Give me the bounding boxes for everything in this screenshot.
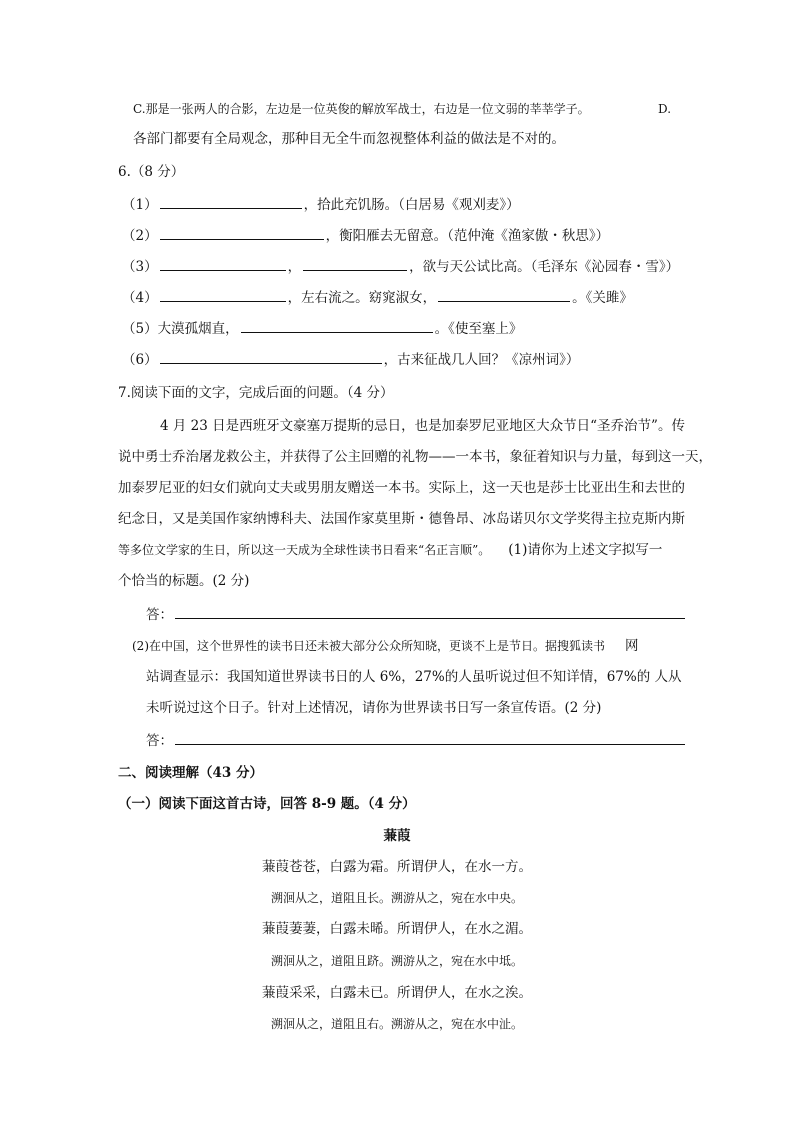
q7-para-line: 纪念日，又是美国作家纳博科夫、法国作家莫里斯・德鲁昂、冰岛诺贝尔文学奖得主拉克斯内斯 xyxy=(118,511,685,527)
q6-header: 6.（8 分） xyxy=(118,164,185,180)
answer-blank[interactable] xyxy=(160,226,324,240)
answer-label: 答： xyxy=(146,607,173,623)
answer-blank[interactable] xyxy=(438,288,570,302)
item-text-a: ，左右流之。窈窕淑女， xyxy=(287,290,437,306)
q6-item-2 xyxy=(122,226,609,246)
poem-line: 溯洄从之，道阻且长。溯游从之，宛在水中央。 xyxy=(270,891,523,905)
poem-line: 蒹葭萋萋，白露未晞。所谓伊人，在水之湄。 xyxy=(262,921,532,937)
answer-blank[interactable] xyxy=(303,257,407,271)
poem-line: 溯洄从之，道阻且右。溯游从之，宛在水中沚。 xyxy=(270,1017,523,1031)
q7-para-line: 加泰罗尼亚的妇女们就向丈夫或男朋友赠送一本书。实际上，这一天也是莎士比亚出生和去世的 xyxy=(118,480,685,496)
q6-item-1 xyxy=(122,195,520,215)
answer-blank[interactable] xyxy=(241,319,433,333)
item-number: （5） xyxy=(122,321,158,337)
poem-line: 溯洄从之，道阻且跻。溯游从之，宛在水中坻。 xyxy=(270,954,523,968)
section-2-part-1: （一）阅读下面这首古诗，回答 8-9 题。（4 分） xyxy=(118,796,416,812)
section-2-title: 二、阅读理解（43 分） xyxy=(118,765,263,781)
item-number: （3） xyxy=(122,259,158,275)
q7-sub2-tail: 网 xyxy=(625,638,639,654)
item-prefix: 大漠孤烟直， xyxy=(157,321,239,337)
q5-option-d-label: D. xyxy=(658,102,672,116)
q7-para-line: 说中勇士乔治屠龙救公主，并获得了公主回赠的礼物——一本书，象征着知识与力量，每到这一天， xyxy=(118,449,712,465)
q6-item-6 xyxy=(122,350,579,370)
q7-sub2-line3: 未听说过这个日子。针对上述情况，请你为世界读书日写一条宣传语。(2 分) xyxy=(146,700,602,716)
poem-line: 蒹葭采采，白露未已。所谓伊人，在水之涘。 xyxy=(262,985,532,1001)
q7-para-line-5 xyxy=(118,540,662,561)
answer-blank[interactable] xyxy=(160,350,382,364)
item-number: （1） xyxy=(122,197,158,213)
item-number: （2） xyxy=(122,228,158,244)
item-number: （4） xyxy=(122,290,158,306)
item-text: ，欲与天公试比高。（毛泽东《沁园春・雪》） xyxy=(409,259,680,275)
answer-line[interactable] xyxy=(175,605,685,619)
q5-option-c: C.那是一张两人的合影，左边是一位英俊的解放军战士，右边是一位文弱的莘莘学子。 xyxy=(133,102,590,116)
item-text: ，古来征战几人回？《凉州词》） xyxy=(383,352,580,368)
item-text: 。《使至塞上》 xyxy=(434,321,523,337)
q7-header: 7.阅读下面的文字，完成后面的问题。（4 分） xyxy=(118,385,394,401)
item-text-b: 。《关雎》 xyxy=(572,290,633,306)
q7-sub2-line1 xyxy=(132,636,639,657)
item-sep: ， xyxy=(287,259,302,275)
q6-item-5 xyxy=(122,319,522,339)
q5-option-d-text: 各部门都要有全局观念，那种目无全牛而忽视整体利益的做法是不对的。 xyxy=(133,131,565,147)
item-number: （6） xyxy=(122,352,158,368)
q7-answer-1 xyxy=(146,605,687,625)
q7-para-text: 等多位文学家的生日，所以这一天成为全球性读书日看来“名正言顺”。 xyxy=(118,543,491,557)
q7-sub1-end: 个恰当的标题。(2 分) xyxy=(118,573,250,589)
q6-item-4 xyxy=(122,288,633,308)
q7-para-line: 4 月 23 日是西班牙文豪塞万提斯的忌日，也是加泰罗尼亚地区大众节日“圣乔治节”。传 xyxy=(160,418,685,434)
answer-blank[interactable] xyxy=(160,288,286,302)
q7-sub1-start: (1)请你为上述文字拟写一 xyxy=(508,542,663,558)
q7-answer-2 xyxy=(146,731,687,751)
poem-line: 蒹葭苍苍，白露为霜。所谓伊人，在水一方。 xyxy=(262,859,532,875)
answer-line[interactable] xyxy=(175,731,685,745)
answer-blank[interactable] xyxy=(160,195,302,209)
q7-sub2-text: (2)在中国，这个世界性的读书日还未被大部分公众所知晓，更谈不上是节日。据搜狐读书 xyxy=(132,639,606,653)
poem-title: 蒹葭 xyxy=(383,828,411,844)
answer-blank[interactable] xyxy=(160,257,286,271)
item-text: ，拾此充饥肠。（白居易《观刈麦》） xyxy=(303,197,520,213)
answer-label: 答： xyxy=(146,733,173,749)
q6-item-3 xyxy=(122,257,679,277)
q7-sub2-line2: 站调查显示：我国知道世界读书日的人 6%，27%的人虽听说过但不知详情，67%的 人从 xyxy=(146,669,682,685)
item-text: ，衡阳雁去无留意。（范仲淹《渔家傲・秋思》） xyxy=(325,228,610,244)
